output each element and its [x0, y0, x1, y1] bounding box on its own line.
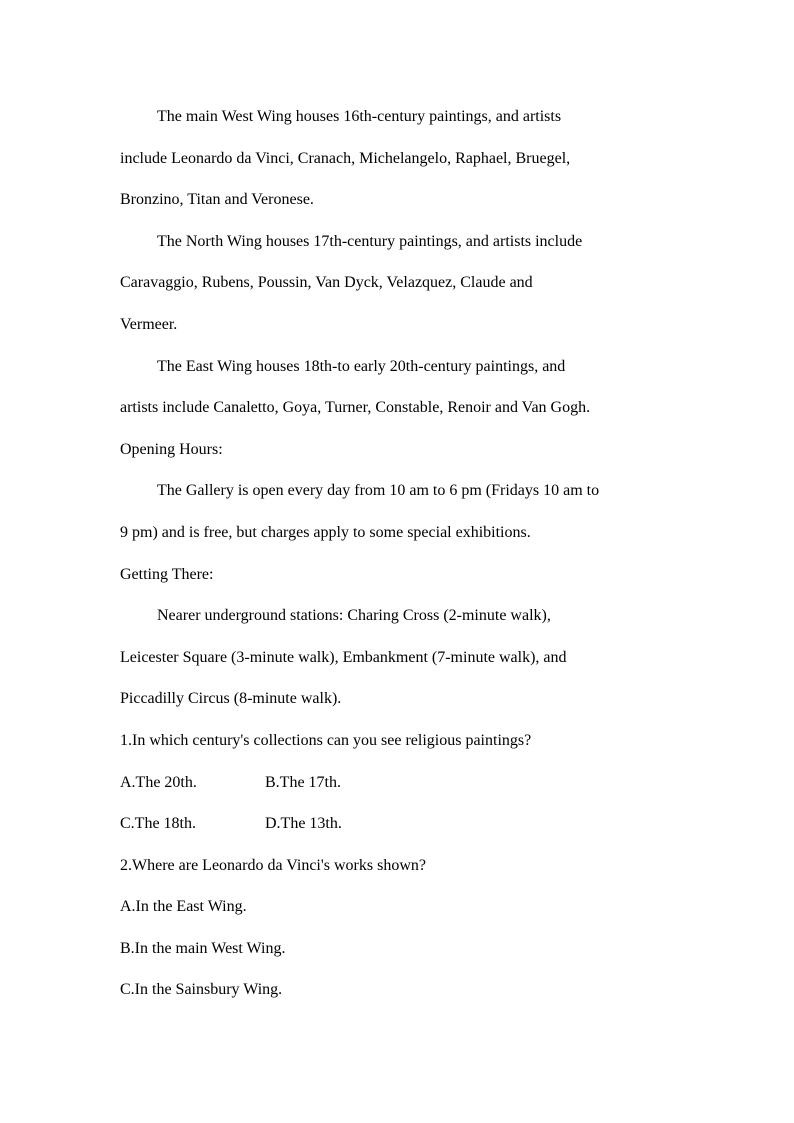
question-1-option-d: D.The 13th.: [265, 815, 342, 833]
question-1-options-row-1: [120, 762, 676, 804]
west-wing-line-3: Bronzino, Titan and Veronese.: [120, 191, 314, 209]
question-1-stem: 1.In which century's collections can you see religious paintings?: [120, 731, 532, 749]
getting-there-line-1: Nearer underground stations: Charing Cross (2-minute walk),: [157, 607, 551, 625]
getting-there-heading: Getting There:: [120, 565, 214, 583]
east-wing-line-1: The East Wing houses 18th-to early 20th-century paintings, and: [157, 357, 566, 375]
getting-there-line-2: Leicester Square (3-minute walk), Embankment (7-minute walk), and: [120, 648, 567, 666]
north-wing-line-3: Vermeer.: [120, 315, 178, 333]
west-wing-line-1: The main West Wing houses 16th-century paintings, and artists: [157, 108, 562, 125]
north-wing-line-2: Caravaggio, Rubens, Poussin, Van Dyck, Velazquez, Claude and: [120, 274, 533, 292]
west-wing-line-2: include Leonardo da Vinci, Cranach, Michelangelo, Raphael, Bruegel,: [120, 149, 571, 167]
question-1-option-c: C.The 18th.: [120, 815, 196, 833]
east-wing-line-2: artists include Canaletto, Goya, Turner, Constable, Renoir and Van Gogh.: [120, 399, 591, 417]
north-wing-line-1: The North Wing houses 17th-century paintings, and artists include: [157, 232, 583, 250]
question-2-option-a: A.In the East Wing.: [120, 898, 247, 916]
opening-hours-line-2: 9 pm) and is free, but charges apply to some special exhibitions.: [120, 523, 531, 541]
question-1-option-a: A.The 20th.: [120, 773, 197, 791]
question-2-stem: 2.Where are Leonardo da Vinci's works shown?: [120, 856, 426, 874]
question-1-option-b: B.The 17th.: [265, 773, 341, 791]
question-1-options-row-2: [120, 803, 676, 845]
opening-hours-line-1: The Gallery is open every day from 10 am to 6 pm (Fridays 10 am to: [157, 482, 600, 500]
getting-there-line-3: Piccadilly Circus (8-minute walk).: [120, 690, 342, 708]
question-2-option-c: C.In the Sainsbury Wing.: [120, 981, 283, 999]
document-page: [120, 96, 676, 1011]
opening-hours-heading: Opening Hours:: [120, 440, 223, 458]
question-2-option-b: B.In the main West Wing.: [120, 939, 286, 957]
